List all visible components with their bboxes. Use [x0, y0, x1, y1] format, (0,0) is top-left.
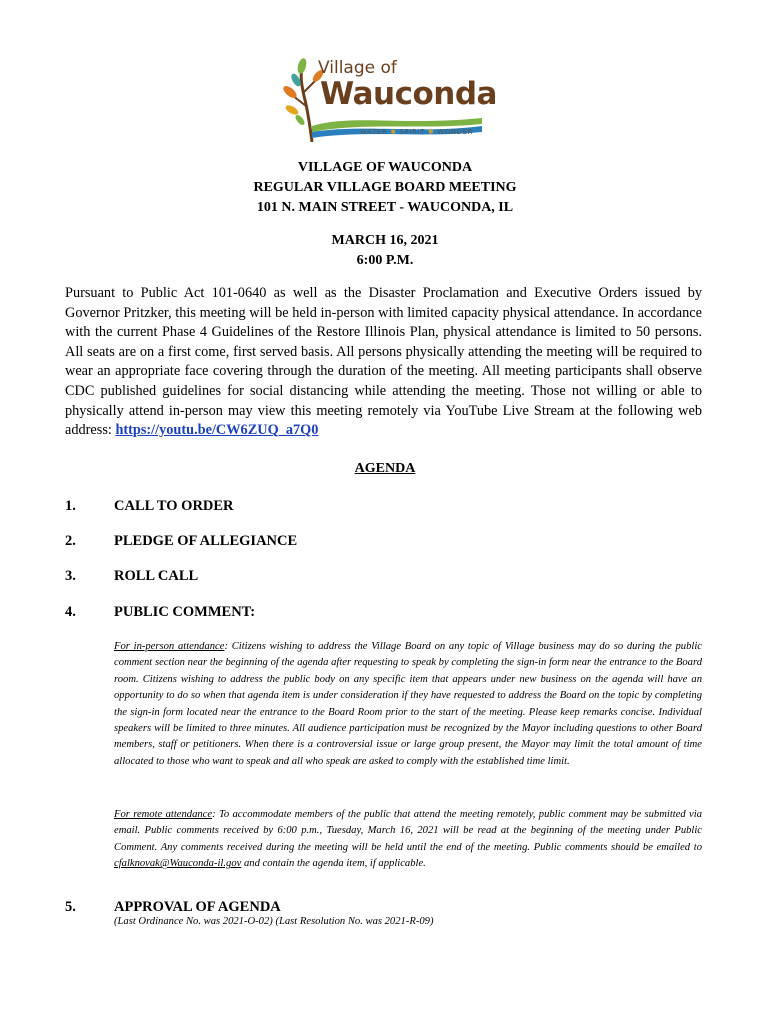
item-number: 2.: [65, 533, 76, 549]
logo-village-of: Village of: [318, 58, 397, 78]
approval-note: (Last Ordinance No. was 2021-O-02) (Last Resolution No. was 2021-R-09): [114, 916, 434, 927]
item-label: APPROVAL OF AGENDA: [114, 899, 281, 915]
village-logo: [282, 56, 497, 146]
header-meeting: REGULAR VILLAGE BOARD MEETING: [253, 180, 517, 195]
item-number: 3.: [65, 568, 76, 584]
comment-email-link[interactable]: cfalknovak@Wauconda-il.gov: [114, 858, 242, 870]
tagline-star-icon: ✱: [390, 128, 397, 136]
tagline-spirit: SPIRIT: [399, 128, 426, 136]
item-label: PLEDGE OF ALLEGIANCE: [114, 533, 298, 549]
intro-paragraph: [65, 284, 702, 441]
agenda-title: AGENDA: [354, 461, 416, 476]
item-number: 4.: [65, 604, 76, 620]
item-number: 5.: [65, 899, 76, 915]
remote-lead: For remote attendance: [114, 809, 213, 820]
logo-tagline: [360, 128, 473, 136]
item-label: CALL TO ORDER: [114, 498, 234, 514]
meeting-date: MARCH 16, 2021: [331, 233, 439, 248]
in-person-attendance-paragraph: [114, 639, 702, 770]
meeting-time: 6:00 P.M.: [356, 253, 414, 268]
intro-text: Pursuant to Public Act 101-0640 as well as the Disaster Proclamation and Executive Orders issued by Governor Pritzker, this meeting will be held in-person with limited capacity physical attendance. In accordance with the current Phase 4 Guidelines of the Restore Illinois Plan, physical attendance is limited to 50 persons. All seats are on a first come, first served basis. All persons physically attending the meeting will be required to wear an appropriate face covering through the duration of the meeting. All meeting participants shall observe CDC published guidelines for social distancing while attending the meeting. Those not willing or able to physically attend in-person may view this meeting remotely via YouTube Live Stream at the following web address:: [65, 285, 702, 439]
item-label: ROLL CALL: [114, 568, 199, 584]
tagline-water: WATER: [360, 128, 388, 136]
meeting-header: [0, 158, 770, 218]
header-address: 101 N. MAIN STREET - WAUCONDA, IL: [256, 200, 514, 215]
header-village: VILLAGE OF WAUCONDA: [297, 160, 473, 175]
in-person-text: : Citizens wishing to address the Village Board on any topic of Village business may do so during the public comment section near the beginning of the agenda after requesting to speak by completing the sign-in form near the entrance to the Board room. Citizens wishing to address the public body on any specific item that appears under new business on the agenda will have an opportunity to do so when that agenda item is under consideration if they have requested to address the Board on the topic by completing the sign-in form located near the entrance to the Board Room prior to the start of the meeting. Please keep remarks concise. Individual speakers will be limited to three minutes. All audience participation must be recognized by the Mayor including questions to other Board members, staff or petitioners. When there is a controversial issue or large group present, the Mayor may limit the total amount of time allocated to those who want to speak and all who speak are asked to comply with the established time limit.: [114, 641, 702, 767]
remote-text: : To accommodate members of the public that attend the meeting remotely, public comment may be submitted via email. Public comments received by 6:00 p.m., Tuesday, March 16, 2021 will be read at the beginning of the meeting under Public Comment. Any comments received during the meeting will be held until the end of the meeting. Public comments should be emailed to: [114, 809, 702, 853]
remote-text-end: and contain the agenda item, if applicable.: [241, 858, 426, 870]
youtube-link[interactable]: https://youtu.be/CW6ZUQ_a7Q0: [115, 422, 319, 439]
tagline-star-icon: ✱: [427, 128, 435, 136]
remote-attendance-paragraph: [114, 807, 702, 873]
meeting-datetime: [0, 231, 770, 271]
item-label: PUBLIC COMMENT:: [114, 604, 256, 620]
tagline-wonder: WONDER: [437, 128, 474, 136]
item-number: 1.: [65, 498, 76, 514]
logo-name: Wauconda: [320, 76, 497, 112]
in-person-lead: For in-person attendance: [114, 641, 225, 652]
